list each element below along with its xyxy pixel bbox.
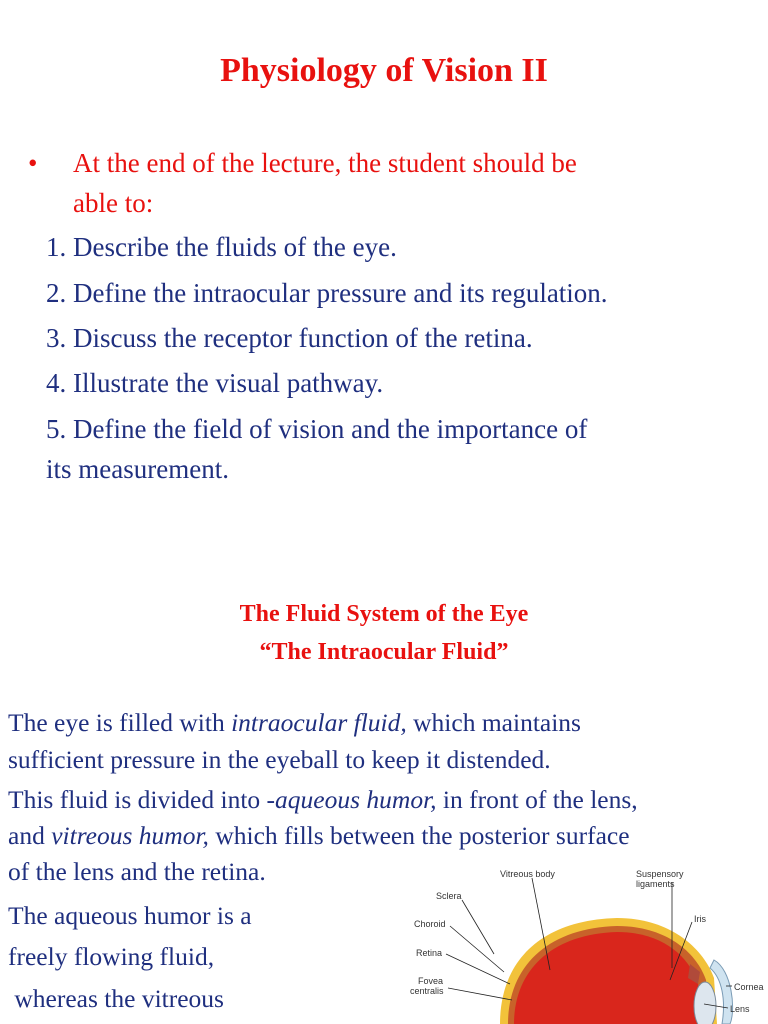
objective-3: 3. Discuss the receptor function of the retina. — [46, 323, 533, 353]
text-run: and — [8, 821, 52, 850]
label-ligaments: ligaments — [636, 879, 675, 889]
lens-shape — [694, 982, 716, 1024]
paragraph-3-line-2: freely flowing fluid, — [8, 942, 215, 971]
label-cornea: Cornea — [734, 982, 764, 992]
paragraph-1-line-2: sufficient pressure in the eyeball to keep it distended. — [8, 745, 551, 774]
text-run: which fills between the posterior surface — [208, 821, 630, 850]
paragraph-3-line-3: whereas the vitreous — [8, 984, 224, 1013]
label-choroid: Choroid — [414, 919, 446, 929]
section-subtitle: “The Intraocular Fluid” — [259, 639, 509, 665]
paragraph-3-line-1: The aqueous humor is a — [8, 901, 252, 930]
text-run: The eye is filled with — [8, 708, 232, 737]
objective-5-cont: its measurement. — [46, 454, 229, 484]
label-centralis: centralis — [410, 986, 444, 996]
page-title: Physiology of Vision II — [220, 52, 548, 89]
text-run: in front of the lens, — [436, 785, 638, 814]
label-lens: Lens — [730, 1004, 750, 1014]
paragraph-2-line-2 — [8, 817, 630, 854]
eye-anatomy-diagram — [372, 860, 768, 1024]
objective-5: 5. Define the field of vision and the importance of — [46, 414, 588, 444]
intro-line-2: able to: — [73, 188, 154, 218]
label-sclera: Sclera — [436, 891, 462, 901]
intro-line-1: At the end of the lecture, the student should be — [73, 148, 577, 178]
italic-term: vitreous humor, — [51, 821, 209, 850]
intro-bullet: • — [28, 148, 38, 178]
paragraph-2-line-3: of the lens and the retina. — [8, 857, 266, 886]
text-run: which maintains — [406, 708, 581, 737]
label-suspensory: Suspensory — [636, 869, 684, 879]
italic-term: intraocular fluid, — [231, 708, 407, 737]
paragraph-1-line-1 — [8, 704, 581, 741]
label-fovea: Fovea — [418, 976, 444, 986]
label-retina: Retina — [416, 948, 443, 958]
italic-term: aqueous humor, — [275, 785, 437, 814]
paragraph-2-line-1 — [8, 781, 638, 818]
label-vitreous-body: Vitreous body — [500, 869, 555, 879]
label-iris: Iris — [694, 914, 706, 924]
objective-2: 2. Define the intraocular pressure and its regulation. — [46, 278, 608, 308]
objective-4: 4. Illustrate the visual pathway. — [46, 368, 384, 398]
text-run: This fluid is divided into - — [8, 785, 276, 814]
objective-1: 1. Describe the fluids of the eye. — [46, 232, 397, 262]
section-title: The Fluid System of the Eye — [239, 601, 529, 627]
